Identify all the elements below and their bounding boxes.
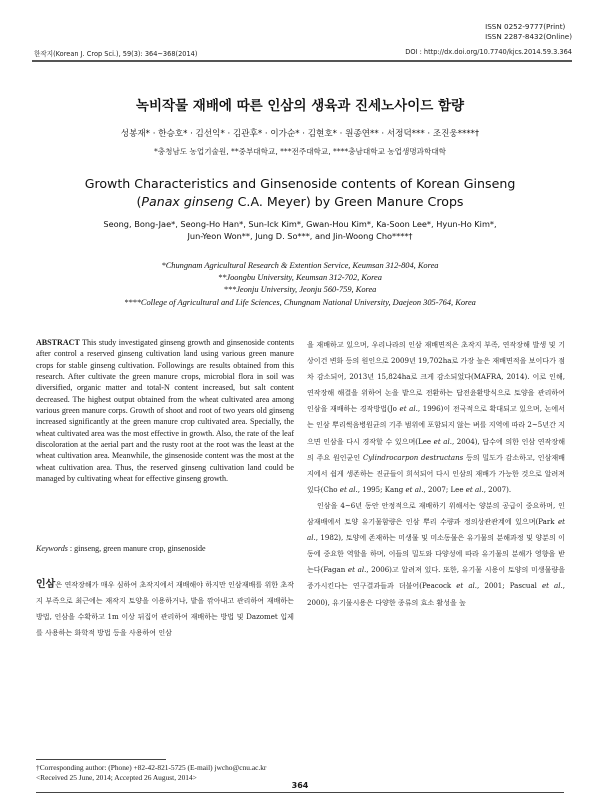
p2-etal-4: et al <box>541 581 561 591</box>
title-paren: ( <box>136 194 142 209</box>
p1-text-d: 등의 밀도가 감소하고, 인삼재배지에서 쉽게 생존하는 진균들이 희석되어 다시 인삼의 재배가 가능한 것으로 알려져 있다(Cho <box>307 452 565 494</box>
p2-text-c: ., 2006)고 알려져 있다. 또한, 유기물 시용이 토양의 미생물량을 증가시킨다는 연구결과들과 더불어(Peacock <box>307 565 566 591</box>
p1-etal-1: et al <box>399 404 416 414</box>
p1-etal-2: et al <box>433 436 450 446</box>
p1-etal-5: et al <box>465 484 482 494</box>
keywords <box>36 544 294 553</box>
abstract-label: ABSTRACT <box>36 338 80 347</box>
page-number: 364 <box>291 781 309 790</box>
p2-text-d: ., 2001; Pascual <box>474 581 542 591</box>
affiliation-1: *Chungnam Agricultural Research & Extention Service, Keumsan 312-804, Korea <box>161 261 439 270</box>
title-english-line2-rest: C.A. Meyer) by Green Manure Crops <box>233 194 464 209</box>
title-korean: 녹비작물 재배에 따른 인삼의 생육과 진세노사이드 함량 <box>135 98 465 114</box>
issn-block <box>485 22 572 42</box>
authors-english-line1: Seong, Bong-Jae*, Seong-Ho Han*, Sun-Ick Kim*, Gwan-Hou Kim*, Ka-Soon Lee*, Hyun-Ho Kim*, <box>103 219 497 229</box>
doi-link[interactable]: DOI : http://dx.doi.org/10.7740/kjcs.2014.59.3.364 <box>405 48 572 56</box>
keywords-text: : ginseng, green manure crop, ginsenoside <box>67 544 206 553</box>
p2-text-b: ., 1982), 토양에 존재하는 미생물 및 미소동물은 유기물의 분해과정 및 양분의 이동에 중요한 역할을 하며, 이들의 밀도와 다양성에 따라 유기물의 분해가 영향을 받는다(Fagan <box>307 533 565 575</box>
corresponding-author: †Corresponding author: (Phone) +82-42-821-5725 (E-mail) jwcho@cnu.ac.kr <box>36 763 267 772</box>
received-accepted-dates: <Received 25 June, 2014; Accepted 26 August, 2014> <box>36 772 197 782</box>
p1-etal-3: et al <box>339 484 356 494</box>
p1-text-b: ., 1996)이 전국적으로 확대되고 있으며, 논에서는 인삼 뿌리썩음병원균의 기주 범위에 포함되지 않는 벼를 지역에 따라 2~5년간 지으면 인삼을 다시 경작할 수 있으며(Lee <box>307 404 566 446</box>
abstract <box>36 337 294 484</box>
affiliations-english <box>30 260 570 309</box>
species-name: Panax ginseng <box>141 194 234 209</box>
p1-etal-4: et al <box>405 484 422 494</box>
journal-header <box>34 48 572 58</box>
affiliation-2: **Joongbu University, Keumsan 312-702, Korea <box>218 273 382 283</box>
p2-text-a: 인삼을 4~6년 동안 안정적으로 재배하기 위해서는 양분의 공급이 중요하며, 인삼재배에서 토양 유기물함량은 인삼 뿌리 수량과 정의상관관계에 있으며(Park <box>307 500 565 527</box>
intro-left-text: 은 연작장해가 매우 심하여 초작지에서 재배해야 하지만 인삼재배를 위한 초작지 부족으로 최근에는 재작지 토양을 이용하거나, 밭을 깎아내고 관리하여 재배하는 방법, 인삼을 수확하고 1m 이상 뒤집어 관리하여 재배하는 방법 및 Dazomet 입제를 사용하는 화학적 방법 등을 사용하여 인삼 <box>36 580 294 637</box>
affiliation-4: ****College of Agricultural and Life Sciences, Chungnam National University, Daejeon 305-764, Korea <box>124 297 476 307</box>
p2-etal-3: et al <box>456 581 475 591</box>
intro-paragraph-1 <box>307 337 565 498</box>
issn-online: ISSN 2287-8432(Online) <box>485 32 572 41</box>
footnote <box>36 763 266 782</box>
authors-korean: 성봉재* · 한승호* · 김선익* · 김관후* · 이가순* · 김현호* · 원종연** · 서정덕*** · 조진웅****† <box>120 129 480 139</box>
issn-print: ISSN 0252-9777(Print) <box>485 22 566 31</box>
journal-citation: 한작지(Korean J. Crop Sci.), 59(3): 364~368(2014) <box>34 50 198 58</box>
intro-right-column <box>307 337 565 611</box>
intro-lead-word: 인삼 <box>36 579 56 590</box>
intro-left-column <box>36 577 294 641</box>
keywords-label: Keywords <box>36 544 68 553</box>
p1-text-g: ., 2007). <box>481 484 512 494</box>
authors-english-line2: Jun-Yeon Won**, Jung D. So***, and Jin-Woong Cho****† <box>187 231 413 241</box>
pathogen-species: Cylindrocarpon destructans <box>362 452 464 462</box>
abstract-text: This study investigated ginseng growth and ginsenoside contents after control a reserved ginseng cultivation land using various green manure crops for stable ginseng cultivation. Followings are results obtained from this research. After cultivate the green manure crops, microbial flora in soil was diversified, organic matter and total-N content increased, but salt content decreased. The highest output obtained from the wheat cultivated area among various green manure corps. Growth of shoot and root of two years old ginseng increased significantly at the green manure crop cultivated area. Specially, the wheat cultivated area was the most effective in growth. Also, the rate of the leaf discoloration at the aerial part and the rusty root at the root was the least at the wheat cultivation area. Meanwhile, the ginsenoside content was the most at the wheat cultivation area. Thus, the reserved ginseng cultivation land could be managed by cultivating wheat for effective ginseng growth. <box>36 338 294 484</box>
p1-text-f: ., 2007; Lee <box>421 484 466 494</box>
title-english-line1: Growth Characteristics and Ginsenoside contents of Korean Ginseng <box>84 176 516 191</box>
header-divider <box>32 60 572 62</box>
intro-paragraph-2 <box>307 498 565 611</box>
p2-etal-2: et al <box>347 565 365 575</box>
authors-english <box>40 218 560 242</box>
p1-text-a: 을 재배하고 있으며, 우리나라의 인삼 재배면적은 초작지 부족, 연작장해 발생 및 기상이건 변화 등의 원인으로 2009년 19,702ha로 가장 높은 재배면적을 보이다가 점차 감소되어, 2013년 15,824ha로 크게 감소되었다(MAFRA, 2014). 이로 인해, 연작장해 해결을 위하여 논을 밭으로 전환하는 답전윤환방식으로 토양을 관리하여 인삼을 재배하는 경작방법(Jo <box>307 340 565 414</box>
bottom-divider <box>36 792 564 793</box>
p2-text-e: ., 2000), 유기물시용은 다양한 종류의 효소 활성을 높 <box>307 581 565 607</box>
affiliation-3: ***Jeonju University, Jeonju 560-759, Korea <box>223 285 377 295</box>
affiliation-korean: *충청남도 농업기술원, **중부대학교, ***전주대학교, ****충남대학교 농업생명과학대학 <box>153 147 446 156</box>
p2-etal-1: et al <box>307 517 565 543</box>
footnote-divider <box>36 759 166 760</box>
title-english <box>0 175 600 211</box>
title-english-line2 <box>0 193 600 211</box>
p1-text-c: ., 2004), 답수에 의한 인삼 연작장해의 주요 원인균인 <box>307 436 566 462</box>
p1-text-e: ., 1995; Kang <box>355 484 406 494</box>
